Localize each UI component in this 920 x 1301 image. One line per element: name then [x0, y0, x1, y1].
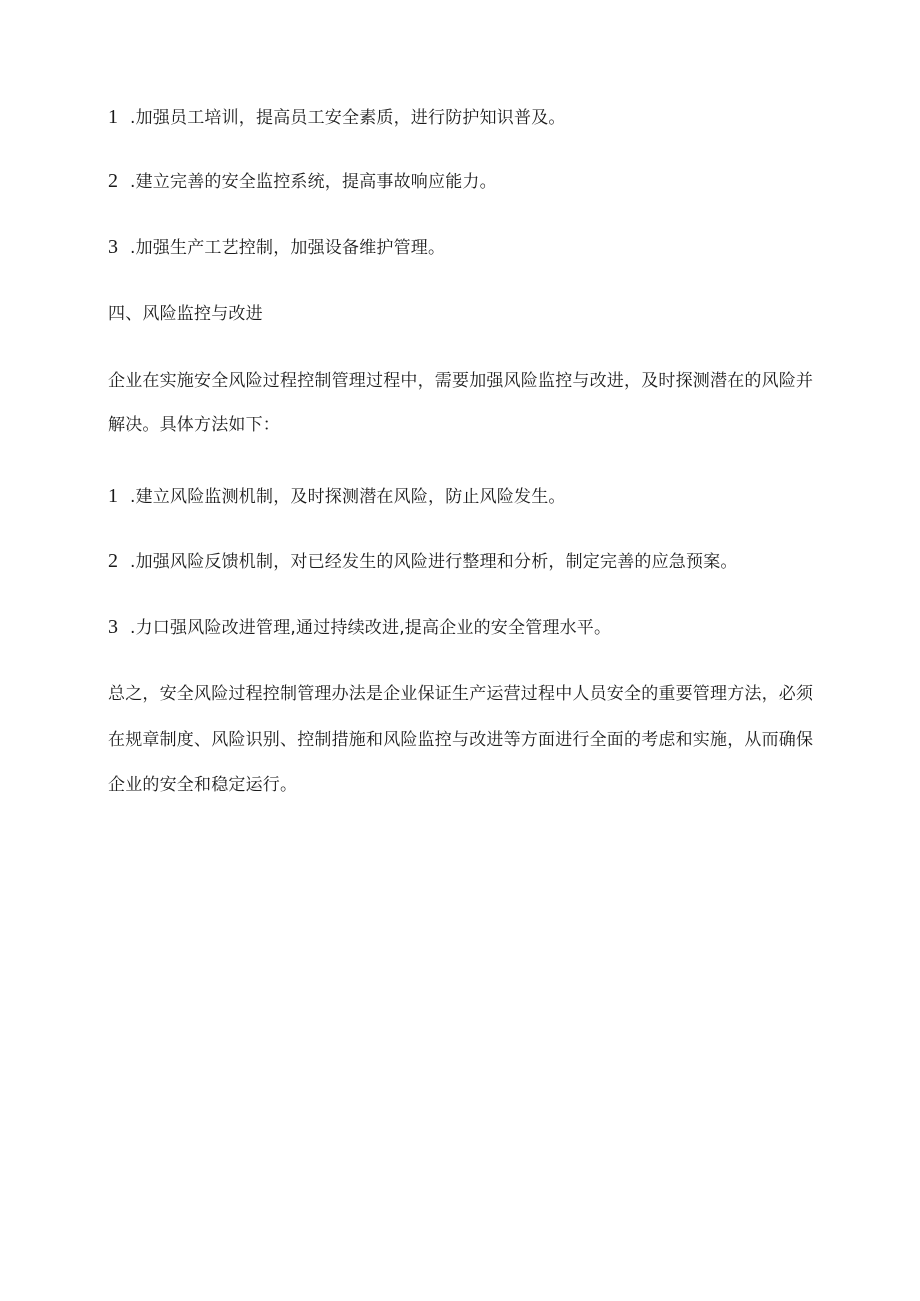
- section-heading: 四、风险监控与改进: [108, 304, 263, 324]
- list-item-text: .加强生产工艺控制，加强设备维护管理。: [130, 238, 446, 258]
- list-item-number: 1: [108, 106, 119, 128]
- list-item-text: .加强风险反馈机制，对已经发生的风险进行整理和分析，制定完善的应急预案。: [130, 552, 738, 572]
- list-item-number: 3: [108, 236, 119, 258]
- list-item-text: .力口强风险改进管理,通过持续改进,提高企业的安全管理水平。: [130, 618, 612, 638]
- list-item: [108, 614, 818, 641]
- paragraph-line: 总之，安全风险过程控制管理办法是企业保证生产运营过程中人员安全的重要管理方法，必须: [108, 684, 814, 704]
- paragraph-line: 企业在实施安全风险过程控制管理过程中，需要加强风险监控与改进，及时探测潜在的风险并: [108, 371, 814, 391]
- list-item: [108, 168, 818, 195]
- list-item-number: 3: [108, 616, 119, 638]
- list-item-number: 1: [108, 485, 119, 507]
- list-item: [108, 104, 818, 131]
- list-item: [108, 483, 818, 510]
- list-item-number: 2: [108, 550, 119, 572]
- list-item: [108, 234, 818, 261]
- paragraph-line: 解决。具体方法如下：: [108, 415, 280, 435]
- list-item-text: .建立风险监测机制，及时探测潜在风险，防止风险发生。: [130, 487, 566, 507]
- paragraph-line: 在规章制度、风险识别、控制措施和风险监控与改进等方面进行全面的考虑和实施，从而确保: [108, 730, 814, 750]
- list-item-number: 2: [108, 170, 119, 192]
- list-item-text: .建立完善的安全监控系统，提高事故响应能力。: [130, 172, 497, 192]
- list-item-text: .加强员工培训，提高员工安全素质，进行防护知识普及。: [130, 108, 566, 128]
- list-item: [108, 548, 818, 575]
- paragraph-line: 企业的安全和稳定运行。: [108, 775, 298, 795]
